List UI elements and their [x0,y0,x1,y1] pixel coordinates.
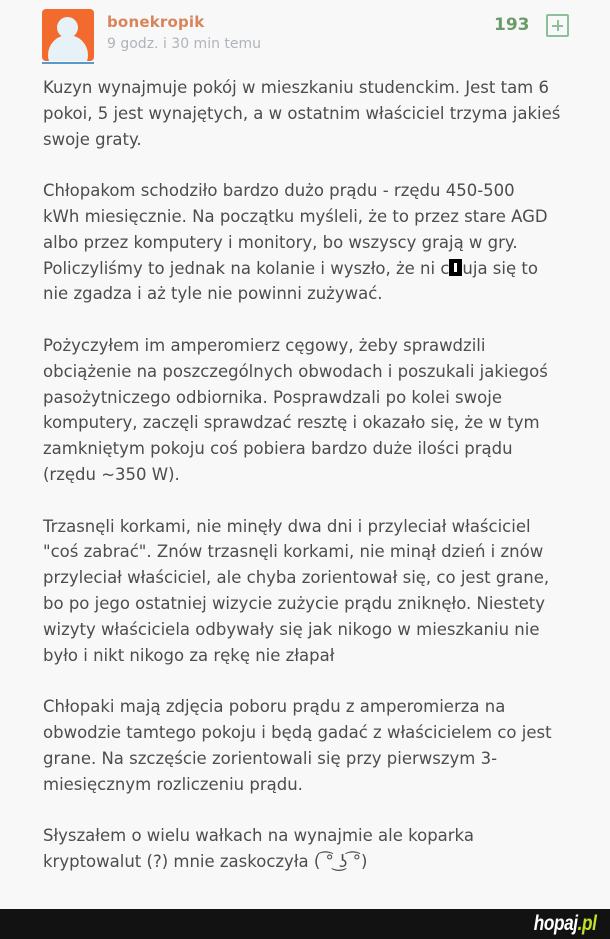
text-line: albo przez komputery i monitory, bo wszyscy grają w gry. [43,232,518,252]
text-line: obwodzie tamtego pokoju i będą gadać z właścicielem co jest [43,722,552,742]
text-line: kryptowalut (?) mnie zaskoczyła ( ͡° ͜ʖ ͡°) [43,851,368,871]
text-after-censor: uja się to [462,258,538,278]
paragraph-2 [43,178,583,307]
text-line: Słyszałem o wielu wałkach na wynajmie ale koparka [43,826,474,846]
text-line: Chłopaki mają zdjęcia poboru prądu z amperomierza na [43,697,506,717]
text-line: obciążenie na poszczególnych obwodach i poszukali jakiegoś [43,361,548,381]
text-line: zamkniętym pokoju coś pobiera bardzo duże ilości prądu [43,439,513,459]
post-body [43,75,583,901]
text-line: swoje graty. [43,129,142,149]
avatar-body-shape [48,35,88,61]
text-line: przyleciał właściciel, ale chyba zorientował się, co jest grane, [43,568,550,588]
text-line: Kuzyn wynajmuje pokój w mieszkaniu studenckim. Jest tam 6 [43,78,549,97]
text-line: (rzędu ~350 W). [43,464,180,484]
text-line: kWh miesięcznie. Na początku myśleli, że to przez stare AGD [43,206,548,226]
logo-text-domain: .pl [577,912,596,935]
site-logo [533,912,596,936]
paragraph-4 [43,514,583,669]
paragraph-5 [43,694,583,797]
upvote-button[interactable] [546,14,569,37]
post-timestamp: 9 godz. i 30 min temu [107,36,262,52]
text-line: pasożytniczego odbiornika. Posprawdzali po kolei swoje [43,387,502,407]
text-line: nie zgadza i aż tyle nie powinni zużywać. [43,284,383,304]
text-line: Trzasnęli korkami, nie minęły dwa dni i przyleciał właściciel [43,516,531,536]
watermark-footer [0,909,610,939]
logo-text-main: hopaj [533,912,578,935]
text-line: bo po jego ostatniej wizycie zużycie prądu zniknęło. Niestety [43,593,546,613]
plus-icon-vertical [557,20,559,31]
paragraph-6 [43,823,583,875]
text-before-censor: Policzyliśmy to jednak na kolanie i wyszło, że ni c [43,258,450,278]
vote-score: 193 [494,15,530,35]
text-line: było i nikt nikogo za rękę nie złapał [43,645,335,665]
text-line: Chłopakom schodziło bardzo dużo prądu - rzędu 450-500 [43,181,515,201]
post-header [0,0,610,70]
text-line: pokoi, 5 jest wynajętych, a w ostatnim właściciel trzyma jakieś [43,103,561,123]
text-line: komputery, zaczęli sprawdzać resztę i okazało się, że w tym [43,413,540,433]
avatar-underline [42,62,94,64]
text-line: "coś zabrać". Znów trzasnęli korkami, nie minął dzień i znów [43,542,544,562]
paragraph-1 [43,75,583,152]
paragraph-3 [43,333,583,488]
text-line: Pożyczyłem im amperomierz cęgowy, żeby sprawdzili [43,335,486,355]
text-line-censored [43,256,583,282]
text-line: grane. Na szczęście zorientowali się przy pierwszym 3- [43,748,498,768]
author-username[interactable]: bonekropik [107,13,205,31]
user-avatar[interactable] [42,9,94,61]
text-line: wizyty właściciela odbywały się jak nikogo w mieszkaniu nie [43,619,540,639]
text-line: miesięcznym rozliczeniu prądu. [43,774,303,794]
censor-block [449,259,462,276]
